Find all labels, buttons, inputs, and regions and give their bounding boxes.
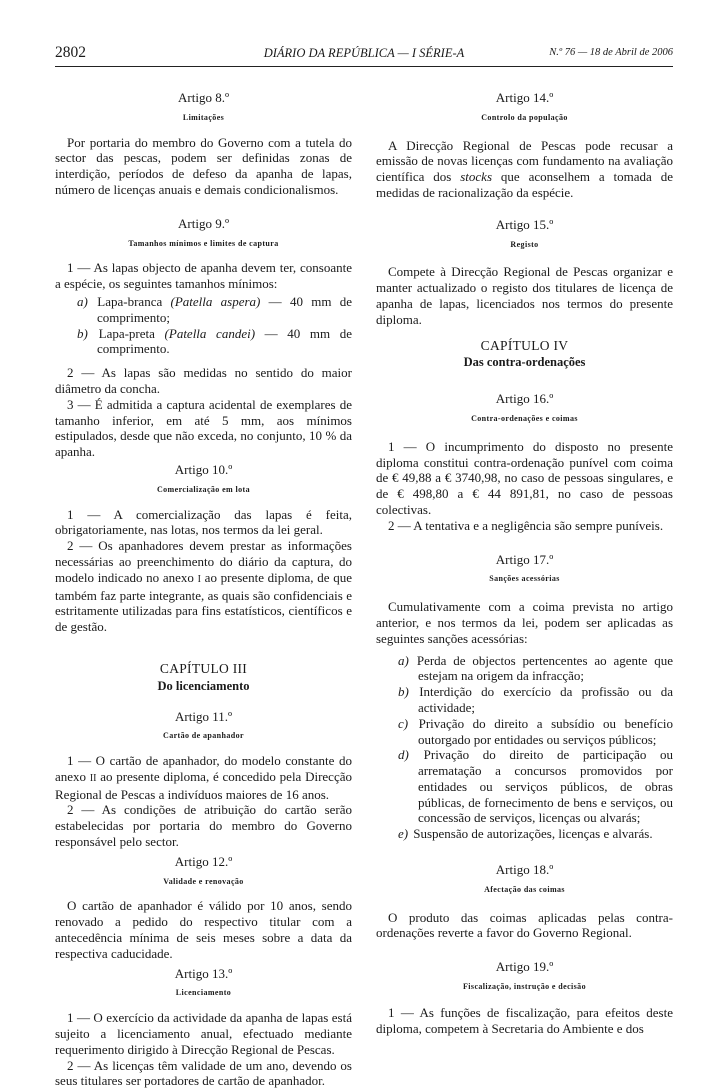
article-10-paragraph-1: 1 — A comercialização das lapas é feita, obrigatoriamente, nas lotas, nos termos da lei geral. [55,506,352,538]
issue-date: N.º 76 — 18 de Abril de 2006 [549,47,673,58]
article-8-paragraph: Por portaria do membro do Governo com a tutela do sector das pescas, podem ser definidas zonas de interdição, períodos de defeso da apanha de lapas, número de licenças anuais e demais condicionalismos. [55,134,352,197]
article-8-title: Artigo 8.º [178,90,229,105]
chapter-3-title: Do licenciamento [157,678,250,693]
article-18-paragraph: O produto das coimas aplicadas pelas contra-ordenações reverte a favor do Governo Regional. [376,909,673,941]
article-8-subtitle: Limitações [182,112,225,122]
article-9-subtitle: Tamanhos mínimos e limites de captura [128,238,279,248]
article-13-subtitle: Licenciamento [175,988,232,998]
article-11-title: Artigo 11.º [175,708,232,724]
article-9-title: Artigo 9.º [178,215,229,231]
article-18-subtitle: Afectação das coimas [484,884,565,894]
article-13-title: Artigo 13.º [174,965,233,981]
article-10-subtitle: Comercialização em lota [156,484,251,494]
article-19-subtitle: Fiscalização, instrução e decisão [463,982,586,992]
article-9-paragraph-3: 3 — É admitida a captura acidental de exemplares de tamanho inferior, em até 5 mm, aos mínimos estipulados, desde que não exceda, no conjunto, 10 % da apanha. [55,396,352,460]
article-14-subtitle: Controlo da população [481,112,568,122]
list-item: d) Privação do direito de participação ou arrematação a concursos promovidos por entidades ou serviços públicos, de obras públicas, de fornecimento de bens e serviços, ou concessão de serviços, licenças ou alvarás; [398,747,674,826]
article-11-subtitle: Cartão de apanhador [163,731,244,741]
article-11-paragraph-1: 1 — O cartão de apanhador, do modelo constante do anexo II ao presente diploma, é concedido pela Direcção Regional de Pescas a indivíduos maiores de 16 anos. [55,753,352,802]
article-13-paragraph-1: 1 — O exercício da actividade da apanha de lapas está sujeito a licenciamento anual, efectuado mediante requerimento dirigido à Direcção Regional de Pescas. [55,1010,352,1057]
running-header [55,44,673,68]
right-column [376,84,673,1036]
article-16-paragraph-2: 2 — A tentativa e a negligência são sempre puníveis. [388,517,664,533]
list-item: b) Interdição do exercício da profissão ou da actividade; [398,684,674,715]
article-18-title: Artigo 18.º [495,862,554,878]
article-9-paragraph-2: 2 — As lapas são medidas no sentido do maior diâmetro da concha. [55,365,352,396]
article-15-subtitle: Registo [510,239,539,249]
list-item: a) Lapa-branca (Patella aspera) — 40 mm de comprimento; [77,293,353,325]
article-19-title: Artigo 19.º [495,959,554,975]
article-16-title: Artigo 16.º [495,391,554,407]
article-14-title: Artigo 14.º [495,90,554,105]
list-item: c) Privação do direito a subsídio ou benefício outorgado por entidades ou serviços públicos; [398,715,674,747]
header-rule [55,66,673,67]
article-15-paragraph: Compete à Direcção Regional de Pescas organizar e manter actualizado o registo dos titulares de licença de apanha de lapas, licenciados nos termos do presente diploma. [376,264,673,327]
article-11-paragraph-2: 2 — As condições de atribuição do cartão serão estabelecidas por portaria do membro do Governo responsável pelo sector. [55,802,352,850]
article-16-paragraph-1: 1 — O incumprimento do disposto no presente diploma constitui contra-ordenação punível com coima de € 49,88 a € 3740,98, no caso de pessoas singulares, e de € 498,80 a € 44 891,81, no caso de pessoas colectivas. [376,438,673,517]
article-17-title: Artigo 17.º [495,551,554,567]
article-16-subtitle: Contra-ordenações e coimas [471,413,578,423]
list-item: e) Suspensão de autorizações, licenças e alvarás. [398,826,653,842]
article-12-subtitle: Validade e renovação [163,876,244,886]
article-15-title: Artigo 15.º [495,216,554,232]
list-item: a) Perda de objectos pertencentes ao agente que estejam na origem da infracção; [398,652,673,684]
article-12-paragraph: O cartão de apanhador é válido por 10 anos, sendo renovado a pedido do respectivo titular com a antecedência mínima de seis meses sobre a data da respectiva caducidade. [55,898,352,961]
article-14-paragraph: A Direcção Regional de Pescas pode recusar a emissão de novas licenças com fundamento na avaliação científica dos stocks que aconselhem a tomada de medidas de racionalização da espécie. [376,137,673,200]
article-9-list [77,294,352,357]
chapter-4-title: Das contra-ordenações [463,355,586,370]
article-10-paragraph-2: 2 — Os apanhadores devem prestar as informações necessárias ao preenchimento do diário da captura, do modelo indicado no anexo I ao presente diploma, de que também faz parte integrante, as quais são confidenciais e estritamente utilizadas para fins estatísticos, científicos e de gestão. [55,538,352,635]
publication-title: DIÁRIO DA REPÚBLICA — I SÉRIE-A [263,46,465,60]
article-17-subtitle: Sanções acessórias [489,574,560,584]
chapter-4-label: CAPÍTULO IV [480,337,569,353]
article-9-paragraph-1: 1 — As lapas objecto de apanha devem ter, consoante a espécie, os seguintes tamanhos mínimos: [55,260,352,292]
page-number: 2802 [55,44,86,61]
article-19-paragraph: 1 — As funções de fiscalização, para efeitos deste diploma, competem à Secretaria do Ambiente e dos [376,1004,673,1036]
list-item: b) Lapa-preta (Patella candei) — 40 mm de comprimento. [77,325,353,357]
chapter-3-label: CAPÍTULO III [159,660,248,676]
article-10-title: Artigo 10.º [174,461,233,477]
left-column [55,84,352,1089]
article-17-paragraph: Cumulativamente com a coima prevista no artigo anterior, e nos termos da lei, podem ser aplicadas as seguintes sanções acessórias: [376,599,673,646]
article-12-title: Artigo 12.º [174,853,233,869]
article-17-list [398,653,673,843]
article-13-paragraph-2: 2 — As licenças têm validade de um ano, devendo os seus titulares ser portadores de cartão de apanhador. [55,1057,352,1089]
